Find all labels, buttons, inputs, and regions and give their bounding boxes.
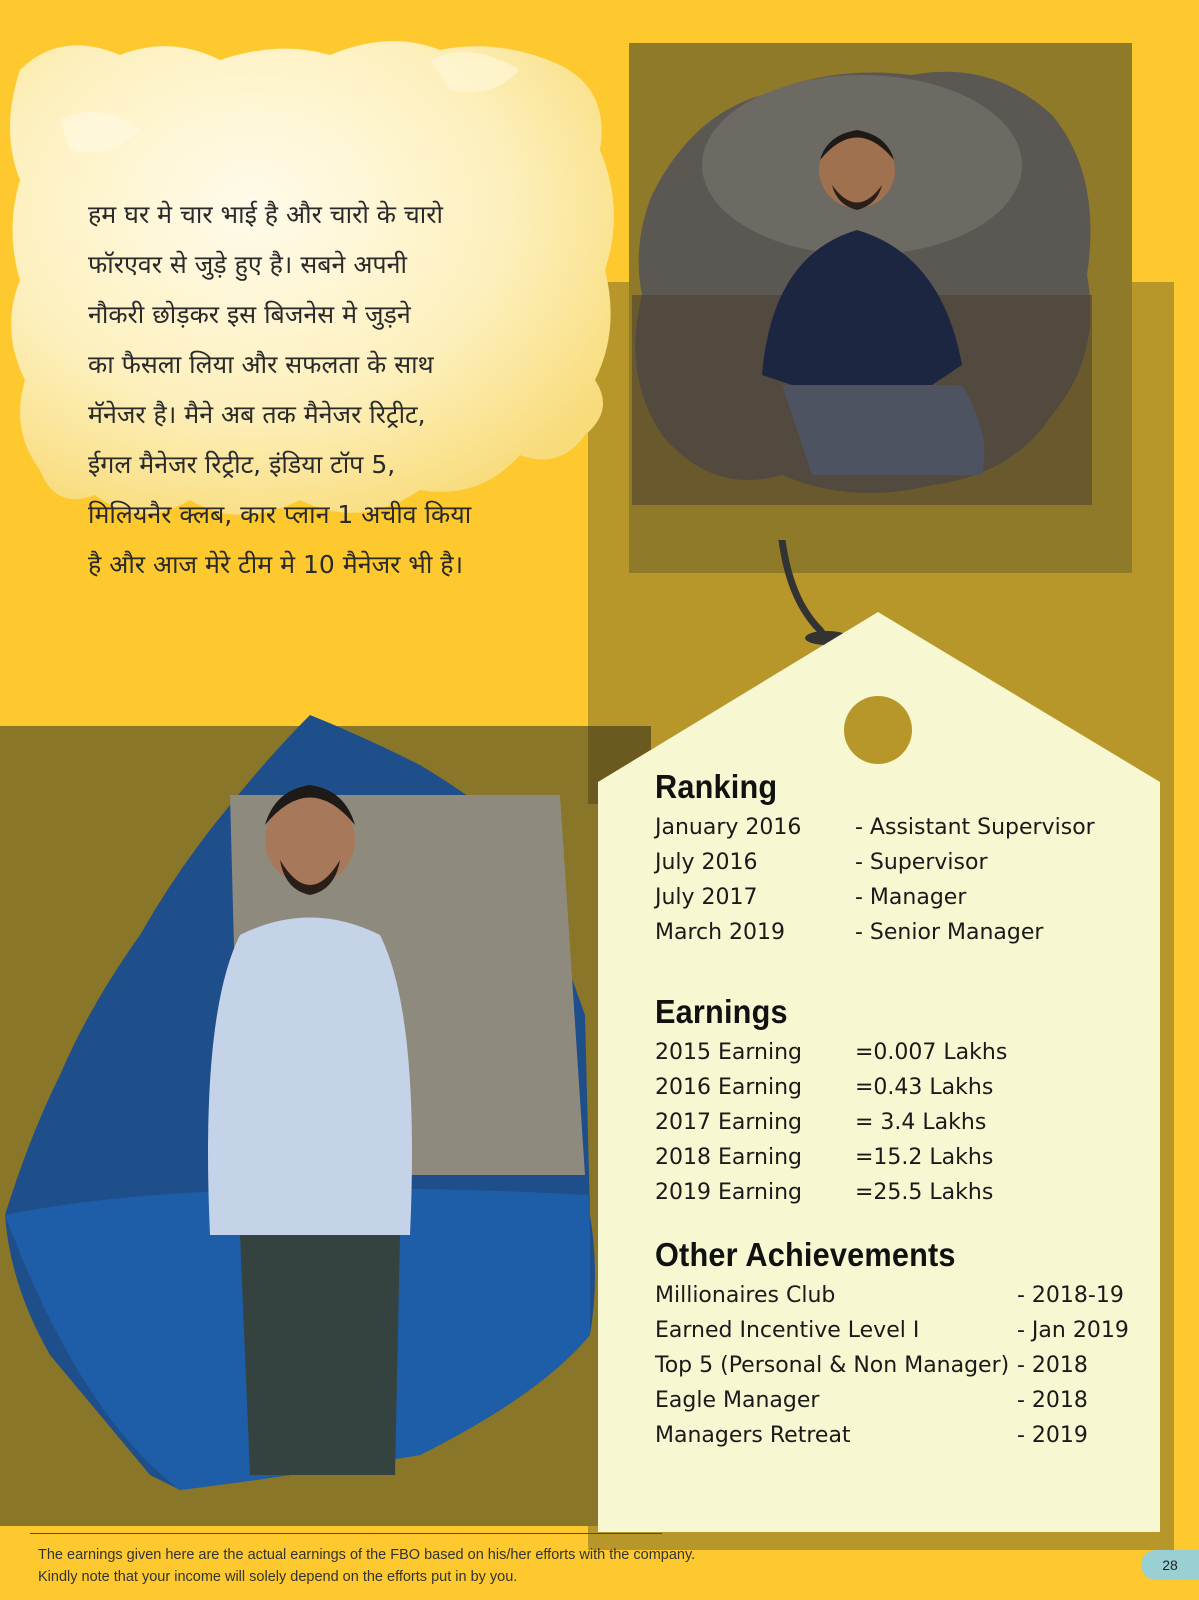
earnings-label: 2019 Earning — [655, 1180, 802, 1205]
earnings-value: = 3.4 Lakhs — [855, 1110, 987, 1135]
achievement-year: - 2018-19 — [1017, 1283, 1124, 1308]
achievement-name: Top 5 (Personal & Non Manager) — [655, 1353, 1010, 1378]
earnings-label: 2017 Earning — [655, 1110, 802, 1135]
achievement-name: Millionaires Club — [655, 1283, 836, 1308]
ranking-rank: - Assistant Supervisor — [855, 815, 1095, 840]
footer-divider — [30, 1533, 662, 1534]
ranking-title: Ranking — [655, 768, 778, 805]
ranking-date: March 2019 — [655, 920, 786, 945]
ranking-date: July 2017 — [655, 885, 758, 910]
page-number: 28 — [1141, 1550, 1199, 1580]
ranking-rank: - Manager — [855, 885, 967, 910]
hindi-story-paragraph: हम घर मे चार भाई है और चारो के चारो फॉरएवर से जुड़े हुए है। सबने अपनी नौकरी छोड़कर इस बिजनेस मे जुड़ने का फैसला लिया और सफलता के साथ मॅनेजर है। मैने अब तक मैनेजर रिट्रीट, ईगल मैनेजर रिट्रीट, इंडिया टॉप 5, मिलियनैर क्लब, कार प्लान 1 अचीव किया है और आज मेरे टीम मे 10 मैनेजर भी है। — [88, 200, 472, 579]
achievement-year: - 2019 — [1017, 1423, 1088, 1448]
portrait-photo-seated — [632, 55, 1112, 505]
achievement-year: - 2018 — [1017, 1353, 1088, 1378]
achievement-year: - Jan 2019 — [1017, 1318, 1129, 1343]
portrait-photo-standing — [0, 715, 610, 1500]
ranking-date: July 2016 — [655, 850, 758, 875]
earnings-label: 2018 Earning — [655, 1145, 802, 1170]
achievement-year: - 2018 — [1017, 1388, 1088, 1413]
footer-disclaimer: The earnings given here are the actual earnings of the FBO based on his/her efforts with the company. Kindly note that your income will solely depend on the efforts put in by you. — [38, 1547, 696, 1585]
earnings-label: 2016 Earning — [655, 1075, 802, 1100]
earnings-value: =0.007 Lakhs — [855, 1040, 1008, 1065]
earnings-title: Earnings — [655, 993, 788, 1030]
ranking-rank: - Senior Manager — [855, 920, 1044, 945]
achievement-name: Managers Retreat — [655, 1423, 851, 1448]
ranking-date: January 2016 — [655, 815, 802, 840]
earnings-value: =0.43 Lakhs — [855, 1075, 994, 1100]
achievements-title: Other Achievements — [655, 1236, 956, 1273]
earnings-value: =25.5 Lakhs — [855, 1180, 994, 1205]
achievement-name: Earned Incentive Level I — [655, 1318, 920, 1343]
achievement-name: Eagle Manager — [655, 1388, 820, 1413]
earnings-label: 2015 Earning — [655, 1040, 802, 1065]
earnings-value: =15.2 Lakhs — [855, 1145, 994, 1170]
ranking-rank: - Supervisor — [855, 850, 988, 875]
